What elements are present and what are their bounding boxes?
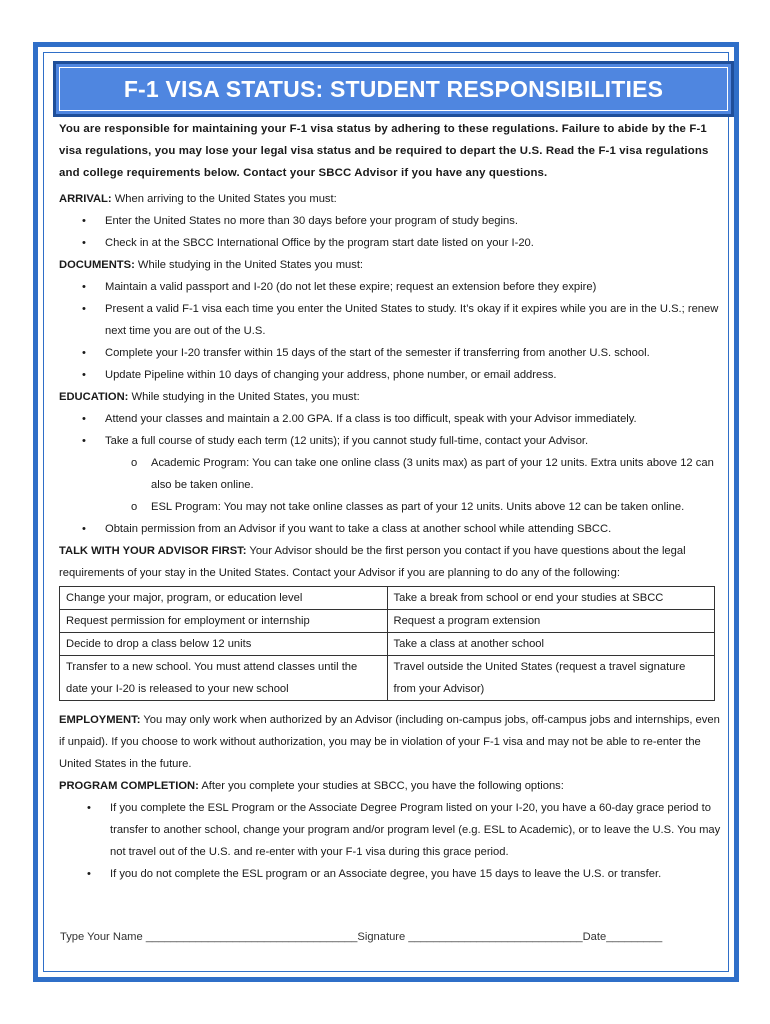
table-row <box>60 656 715 701</box>
list-item: • Complete your I-20 transfer within 15 days of the start of the semester if transferring from another U.S. school. <box>59 342 727 364</box>
list-item: • Attend your classes and maintain a 2.00 GPA. If a class is too difficult, speak with your Advisor immediately. <box>59 408 727 430</box>
page-title: F-1 VISA STATUS: STUDENT RESPONSIBILITIES <box>123 75 664 102</box>
list-item: • Take a full course of study each term (12 units); if you cannot study full-time, contact your Advisor. <box>59 430 727 452</box>
documents-heading: DOCUMENTS: <box>59 259 135 271</box>
documents-list <box>59 276 727 386</box>
sub-list-item: o Academic Program: You can take one online class (3 units max) as part of your 12 units. Extra units above 12 can also be taken online. <box>59 452 727 496</box>
documents-section <box>59 254 727 276</box>
education-list-cont <box>59 518 727 540</box>
table-row <box>60 633 715 656</box>
employment-section <box>59 709 727 775</box>
documents-lead: While studying in the United States you must: <box>134 259 364 271</box>
list-item: • Obtain permission from an Advisor if you want to take a class at another school while attending SBCC. <box>59 518 727 540</box>
table-cell: Take a break from school or end your studies at SBCC <box>387 587 715 610</box>
list-item: • If you complete the ESL Program or the Associate Degree Program listed on your I-20, you have a 60-day grace period to transfer to another school, change your program and/or program level (e.g. ESL to Academic), or to leave the U.S. You may not travel out of the U.S. and re-enter with your F-1 visa during this grace period. <box>59 797 727 863</box>
sub-list-item: o ESL Program: You may not take online classes as part of your 12 units. Units above 12 can be taken online. <box>59 496 727 518</box>
advisor-section <box>59 540 727 584</box>
table-cell: Request a program extension <box>387 610 715 633</box>
advisor-table <box>59 586 715 701</box>
list-item: • Update Pipeline within 10 days of changing your address, phone number, or email address. <box>59 364 727 386</box>
table-cell: Change your major, program, or education level <box>60 587 388 610</box>
list-item: • If you do not complete the ESL program or an Associate degree, you have 15 days to leave the U.S. or transfer. <box>59 863 727 885</box>
completion-section <box>59 775 727 797</box>
advisor-lead: Your Advisor should be the first person you contact if you have questions about the legal requirements of your stay in the United States. Contact your Advisor if you are planning to do any of the following: <box>59 545 686 579</box>
employment-lead: You may only work when authorized by an Advisor (including on-campus jobs, off-campus jobs and internships, even if unpaid). If you choose to work without authorization, you may be in violation of your F-1 visa and may not be able to re-enter the United States in the future. <box>59 714 720 770</box>
title-banner <box>53 61 734 117</box>
table-cell: Request permission for employment or internship <box>60 610 388 633</box>
document-body <box>59 118 727 885</box>
list-item: • Maintain a valid passport and I-20 (do not let these expire; request an extension before they expire) <box>59 276 727 298</box>
table-row <box>60 587 715 610</box>
completion-list <box>59 797 727 885</box>
table-cell: Decide to drop a class below 12 units <box>60 633 388 656</box>
arrival-heading: ARRIVAL: <box>59 193 112 205</box>
advisor-heading: TALK WITH YOUR ADVISOR FIRST: <box>59 545 247 557</box>
list-item: • Present a valid F-1 visa each time you enter the United States to study. It’s okay if it expires while you are in the U.S.; renew next time you are out of the U.S. <box>59 298 727 342</box>
education-sublist <box>59 452 727 518</box>
table-cell: Travel outside the United States (request a travel signature from your Advisor) <box>387 656 715 701</box>
education-lead: While studying in the United States, you must: <box>128 391 360 403</box>
completion-lead: After you complete your studies at SBCC, you have the following options: <box>198 780 564 792</box>
education-section <box>59 386 727 408</box>
list-item: • Enter the United States no more than 30 days before your program of study begins. <box>59 210 727 232</box>
table-row <box>60 610 715 633</box>
arrival-lead: When arriving to the United States you must: <box>111 193 337 205</box>
completion-heading: PROGRAM COMPLETION: <box>59 780 199 792</box>
intro-paragraph: You are responsible for maintaining your F-1 visa status by adhering to these regulations. Failure to abide by the F-1 visa regulations, you may lose your legal visa status and be required to depart the U.S. Read the F-1 visa regulations and college requirements below. Contact your SBCC Advisor if you have any questions. <box>59 123 709 179</box>
education-list <box>59 408 727 452</box>
signature-line[interactable]: Type Your Name __________________________________Signature ____________________________Date_________ <box>60 931 663 943</box>
title-banner-inner <box>59 67 728 111</box>
arrival-list <box>59 210 727 254</box>
table-cell: Transfer to a new school. You must attend classes until the date your I-20 is released to your new school <box>60 656 388 701</box>
table-cell: Take a class at another school <box>387 633 715 656</box>
education-heading: EDUCATION: <box>59 391 129 403</box>
list-item: • Check in at the SBCC International Office by the program start date listed on your I-20. <box>59 232 727 254</box>
employment-heading: EMPLOYMENT: <box>59 714 141 726</box>
arrival-section <box>59 188 727 210</box>
